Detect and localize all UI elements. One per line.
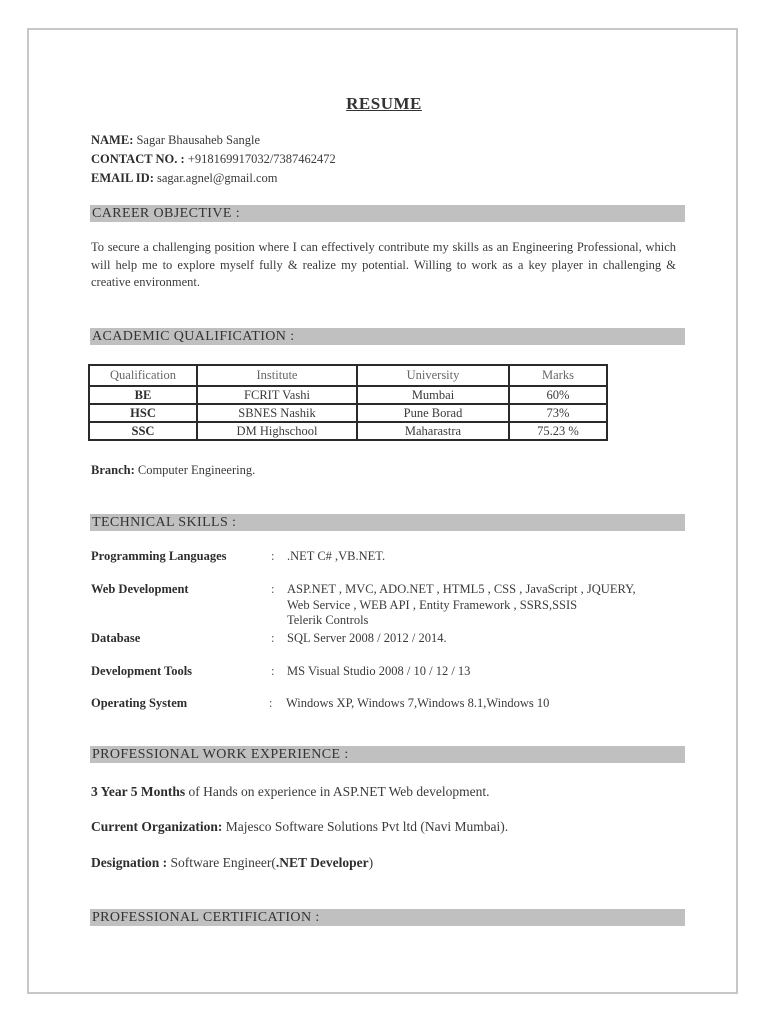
skill-label-web: Web Development xyxy=(91,582,189,596)
skill-value-line: Web Service , WEB API , Entity Framework , SSRS,SSIS xyxy=(287,597,578,612)
qualification-cell: SSC xyxy=(89,422,197,440)
institute-cell: DM Highschool xyxy=(197,422,357,440)
experience-duration-bold: 3 Year 5 Months xyxy=(91,784,186,799)
column-header: University xyxy=(357,365,509,386)
skill-label-tools: Development Tools xyxy=(91,664,193,678)
skill-value-line: ASP.NET , MVC, ADO.NET , HTML5 , CSS , JavaScript , JQUERY, xyxy=(287,582,636,596)
experience-duration xyxy=(91,784,489,800)
column-header: Marks xyxy=(509,365,607,386)
university-cell: Maharastra xyxy=(357,422,509,440)
skill-value-database xyxy=(287,631,447,647)
qualification-cell: HSC xyxy=(89,404,197,422)
branch-label: Branch: xyxy=(91,463,135,477)
university-cell: Mumbai xyxy=(357,386,509,404)
marks-cell: 60% xyxy=(509,386,607,404)
university-cell: Pune Borad xyxy=(357,404,509,422)
marks-cell: 73% xyxy=(509,404,607,422)
skill-separator: : xyxy=(271,549,275,563)
designation xyxy=(91,855,373,871)
skill-label-database: Database xyxy=(91,631,141,645)
table-row xyxy=(89,422,607,440)
name-line xyxy=(91,132,260,148)
email-line xyxy=(91,170,278,186)
skill-separator: : xyxy=(271,664,275,678)
career-objective-text: To secure a challenging position where I can effectively contribute my skills as an Engineering Professional, which will help me to explore myself fully & realize my potential. Willing to work as a key player in challenging & creative environment. xyxy=(91,240,676,289)
designation-post: ) xyxy=(368,855,374,870)
column-header: Institute xyxy=(197,365,357,386)
experience-duration-text: of Hands on experience in ASP.NET Web development. xyxy=(185,784,490,799)
contact-line xyxy=(91,151,336,167)
email-label: EMAIL ID: xyxy=(91,171,154,185)
designation-label: Designation : xyxy=(91,855,168,870)
designation-bold: .NET Developer xyxy=(275,855,369,870)
skill-value-web xyxy=(287,582,636,629)
institute-cell: SBNES Nashik xyxy=(197,404,357,422)
organization-label: Current Organization: xyxy=(91,819,223,834)
skill-value-line: Windows XP, Windows 7,Windows 8.1,Windows 10 xyxy=(286,696,550,710)
resume-title: RESUME xyxy=(346,94,422,113)
skill-value-programming xyxy=(287,549,385,565)
contact-label: CONTACT NO. : xyxy=(91,152,185,166)
skill-value-line: SQL Server 2008 / 2012 / 2014. xyxy=(287,631,447,645)
branch-line xyxy=(91,462,255,478)
table-row xyxy=(89,386,607,404)
certification-heading: PROFESSIONAL CERTIFICATION : xyxy=(90,909,685,926)
marks-cell: 75.23 % xyxy=(509,422,607,440)
table-row xyxy=(89,404,607,422)
institute-cell: FCRIT Vashi xyxy=(197,386,357,404)
table-header-row xyxy=(89,365,607,386)
work-experience-heading: PROFESSIONAL WORK EXPERIENCE : xyxy=(90,746,685,763)
email-value: sagar.agnel@gmail.com xyxy=(156,171,278,185)
skill-value-tools xyxy=(287,664,470,680)
column-header: Qualification xyxy=(89,365,197,386)
skill-separator: : xyxy=(271,631,275,645)
skill-label-os: Operating System xyxy=(91,696,188,710)
career-objective-heading: CAREER OBJECTIVE : xyxy=(90,205,685,222)
skill-value-line: MS Visual Studio 2008 / 10 / 12 / 13 xyxy=(287,664,471,678)
academic-table xyxy=(88,364,608,441)
organization-value: Majesco Software Solutions Pvt ltd (Navi Mumbai). xyxy=(222,819,509,834)
skill-value-os xyxy=(286,696,549,712)
academic-heading: ACADEMIC QUALIFICATION : xyxy=(90,328,685,345)
name-label: NAME: xyxy=(91,133,134,147)
contact-value: +918169917032/7387462472 xyxy=(187,152,336,166)
branch-value: Computer Engineering. xyxy=(137,463,256,477)
name-value: Sagar Bhausaheb Sangle xyxy=(136,133,261,147)
qualification-cell: BE xyxy=(89,386,197,404)
current-organization xyxy=(91,819,508,835)
skill-value-line: Telerik Controls xyxy=(287,613,369,627)
skill-separator: : xyxy=(271,582,275,596)
skill-value-line: .NET C# ,VB.NET. xyxy=(287,549,386,563)
skill-label-programming: Programming Languages xyxy=(91,549,227,563)
skill-separator: : xyxy=(269,696,273,710)
technical-skills-heading: TECHNICAL SKILLS : xyxy=(90,514,685,531)
designation-pre: Software Engineer( xyxy=(167,855,276,870)
